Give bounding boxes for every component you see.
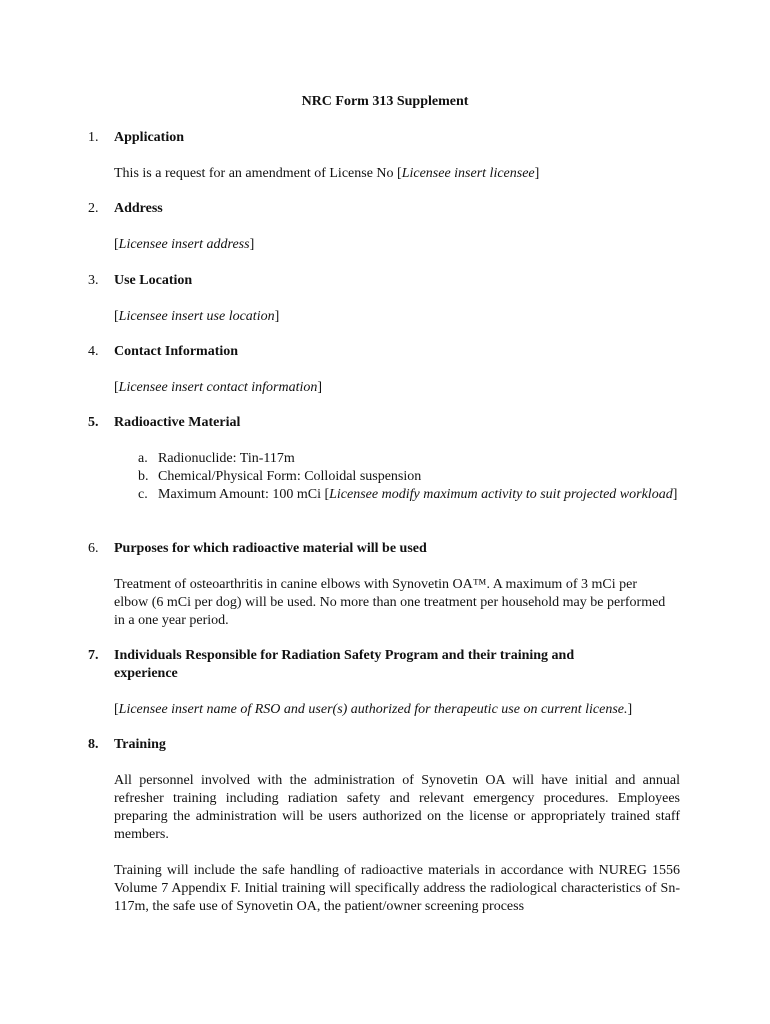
section-body: [Licensee insert contact information] (114, 380, 323, 395)
placeholder-text: Licensee insert licensee (401, 166, 535, 181)
material-list (138, 450, 688, 504)
placeholder-text: Licensee insert contact information (118, 380, 318, 395)
section-individuals-responsible (88, 647, 688, 719)
section-use-location (88, 272, 688, 326)
placeholder-text: Licensee modify maximum activity to suit projected workload (329, 487, 673, 502)
section-application (88, 129, 688, 183)
section-number: 7. (88, 648, 99, 663)
document-title: NRC Form 313 Supplement (301, 94, 469, 109)
section-heading: Application (114, 130, 185, 145)
list-marker: c. (138, 487, 148, 502)
section-training (88, 736, 688, 916)
section-number: 5. (88, 415, 99, 430)
list-item: a. Radionuclide: Tin-117m (138, 451, 295, 466)
placeholder-text: Licensee insert address (118, 237, 250, 252)
list-item: c. Maximum Amount: 100 mCi [Licensee modify maximum activity to suit projected workload] (138, 487, 678, 502)
section-heading: Purposes for which radioactive material will be used (114, 541, 427, 556)
training-paragraph: All personnel involved with the administration of Synovetin OA will have initial and annual refresher training including radiation safety and relevant emergency procedures. Employees preparing the administration will be users authorized on the license or appropriately trained staff members. (114, 773, 680, 842)
training-paragraph: Training will include the safe handling of radioactive materials in accordance with NUREG 1556 Volume 7 Appendix F. Initial training will specifically address the radiological characteristics of Sn-117m, the safe use of Synovetin OA, the patient/owner screening process (114, 863, 680, 914)
section-body: Treatment of osteoarthritis in canine elbows with Synovetin OA™. A maximum of 3 mCi per elbow (6 mCi per dog) will be used. No more than one treatment per household may be performed in a one year period. (114, 577, 666, 628)
section-body: [Licensee insert name of RSO and user(s) authorized for therapeutic use on current license.] (114, 702, 633, 717)
section-number: 6. (88, 541, 99, 556)
section-number: 4. (88, 344, 99, 359)
section-contact-information (88, 343, 688, 397)
section-heading: Training (114, 737, 166, 752)
placeholder-text: Licensee insert name of RSO and user(s) authorized for therapeutic use on current license. (118, 702, 628, 717)
section-number: 3. (88, 273, 99, 288)
section-heading: Radioactive Material (114, 415, 241, 430)
section-body: [Licensee insert address] (114, 237, 255, 252)
section-heading: Individuals Responsible for Radiation Safety Program and their training and experience (114, 648, 575, 681)
section-number: 8. (88, 737, 99, 752)
placeholder-text: Licensee insert use location (118, 309, 275, 324)
section-radioactive-material (88, 414, 688, 504)
section-address (88, 200, 688, 254)
list-marker: b. (138, 469, 149, 484)
section-body: This is a request for an amendment of License No [Licensee insert licensee] (114, 166, 540, 181)
section-number: 2. (88, 201, 99, 216)
section-number: 1. (88, 130, 99, 145)
list-item: b. Chemical/Physical Form: Colloidal suspension (138, 469, 422, 484)
section-body: [Licensee insert use location] (114, 309, 280, 324)
section-purposes (88, 540, 688, 630)
section-heading: Contact Information (114, 344, 239, 359)
list-marker: a. (138, 451, 148, 466)
section-heading: Address (114, 201, 163, 216)
section-heading: Use Location (114, 273, 193, 288)
